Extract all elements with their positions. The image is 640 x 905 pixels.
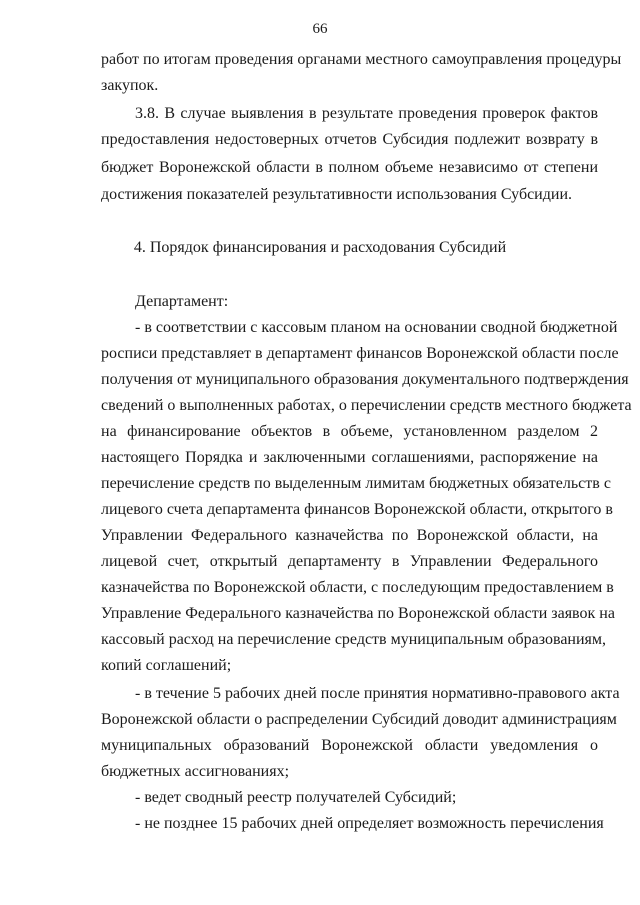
text-line: лицевой счет, открытый департаменту в Управлении Федерального <box>101 553 598 570</box>
text-line: муниципальных образований Воронежской области уведомления о <box>101 737 598 754</box>
text-line: достижения показателей результативности использования Субсидии. <box>101 186 573 203</box>
text-line: сведений о выполненных работах, о перечислении средств местного бюджета <box>101 397 632 414</box>
text-line: настоящего Порядка и заключенными соглашениями, распоряжение на <box>101 449 598 466</box>
text-line: работ по итогам проведения органами местного самоуправления процедуры <box>101 51 622 68</box>
text-line: копий соглашений; <box>101 657 232 674</box>
text-line: Управление Федерального казначейства по Воронежской области заявок на <box>101 605 615 622</box>
text-line: - в течение 5 рабочих дней после принятия нормативно-правового акта <box>135 685 620 702</box>
text-line: Воронежской области о распределении Субсидий доводит администрациям <box>101 711 617 728</box>
text-line: закупок. <box>101 77 159 94</box>
text-line: получения от муниципального образования документального подтверждения <box>101 371 629 388</box>
text-line: росписи представляет в департамент финансов Воронежской области после <box>101 345 619 362</box>
section-heading: 4. Порядок финансирования и расходования Субсидий <box>133 239 507 256</box>
text-line: бюджетных ассигнованиях; <box>101 763 290 780</box>
page-number: 66 <box>312 21 328 37</box>
text-line: - ведет сводный реестр получателей Субсидий; <box>135 789 457 806</box>
text-line: - в соответствии с кассовым планом на основании сводной бюджетной <box>135 319 618 336</box>
text-line: перечисление средств по выделенным лимитам бюджетных обязательств с <box>101 475 611 492</box>
text-line: - не позднее 15 рабочих дней определяет возможность перечисления <box>135 815 604 832</box>
text-line: кассовый расход на перечисление средств муниципальным образованиям, <box>101 631 607 648</box>
text-line: Управлении Федерального казначейства по Воронежской области, на <box>101 527 598 544</box>
text-line: 3.8. В случае выявления в результате проведения проверок фактов <box>135 105 598 122</box>
text-line: Департамент: <box>135 293 229 310</box>
text-line: бюджет Воронежской области в полном объеме независимо от степени <box>101 159 598 176</box>
text-line: лицевого счета департамента финансов Воронежской области, открытого в <box>101 501 613 518</box>
text-line: казначейства по Воронежской области, с последующим предоставлением в <box>101 579 614 596</box>
text-line: на финансирование объектов в объеме, установленном разделом 2 <box>101 423 598 440</box>
text-line: предоставления недостоверных отчетов Субсидия подлежит возврату в <box>101 131 598 148</box>
